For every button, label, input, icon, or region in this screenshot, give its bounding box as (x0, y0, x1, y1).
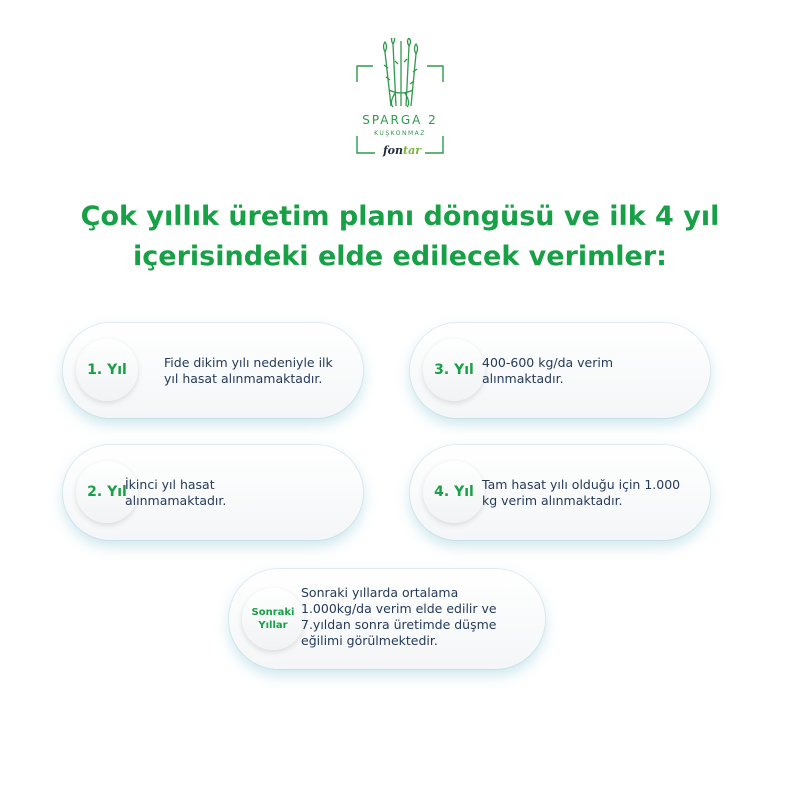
year-card-4 (410, 445, 710, 540)
year-badge-3: 3. Yıl (423, 339, 485, 401)
later-years-card (229, 569, 545, 669)
year-badge-2: 2. Yıl (76, 461, 138, 523)
sparga-logo (355, 38, 445, 163)
later-years-text: Sonraki yıllarda ortalama 1.000kg/da verim elde edilir ve 7.yıldan sonra üretimde düşme eğilimi görülmektedir. (301, 585, 497, 648)
brand-name: SPARGA 2 (362, 113, 438, 127)
year-text-4: Tam hasat yılı olduğu için 1.000 kg verim alınmaktadır. (482, 477, 681, 508)
year-card-3 (410, 323, 710, 418)
year-badge-4: 4. Yıl (423, 461, 485, 523)
headline-line-1: Çok yıllık üretim planı döngüsü ve ilk 4 yıl (80, 201, 720, 232)
later-years-badge: Sonraki Yıllar (242, 588, 304, 650)
year-text-2: İkinci yıl hasat alınmamaktadır. (125, 477, 227, 508)
year-card-1 (63, 323, 363, 418)
headline-line-2: içerisindeki elde edilecek verimler: (133, 241, 667, 272)
headline (40, 197, 760, 277)
year-badge-1: 1. Yıl (76, 339, 138, 401)
year-card-2 (63, 445, 363, 540)
maker-suffix: tar (403, 144, 422, 157)
brand-subtitle: KUŞKONMAZ (374, 130, 426, 137)
year-text-3: 400-600 kg/da verim alınmaktadır. (482, 355, 614, 386)
maker-prefix: fon (382, 144, 404, 157)
year-text-1: Fide dikim yılı nedeniyle ilk yıl hasat alınmamaktadır. (164, 355, 333, 386)
maker-logo (377, 144, 427, 157)
